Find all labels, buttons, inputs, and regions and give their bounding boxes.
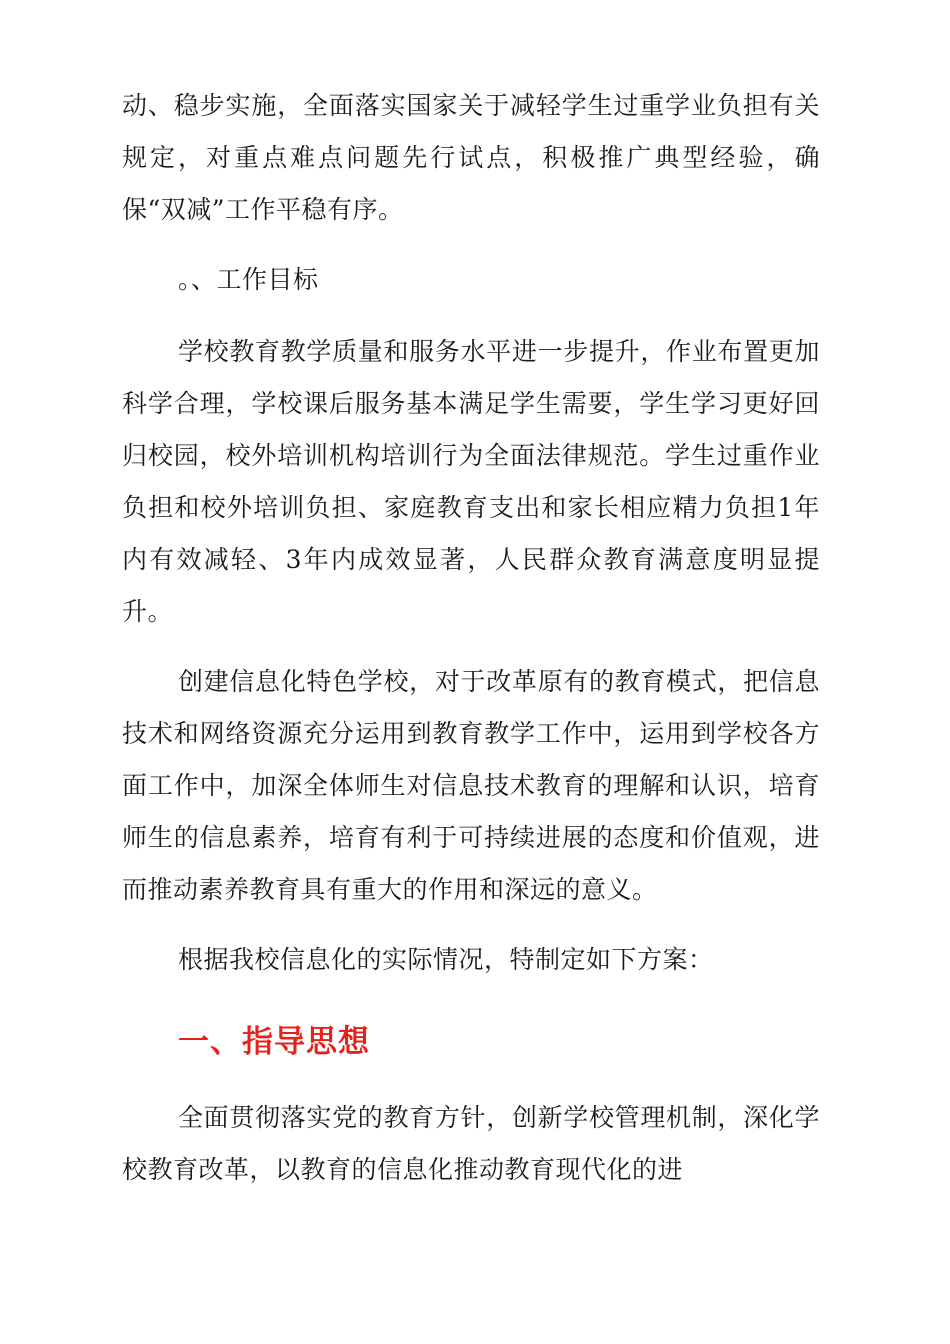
subheading-work-goals: 。、工作目标 (178, 265, 319, 294)
paragraph-informatization: 创建信息化特色学校，对于改革原有的教育模式，把信息技术和网络资源充分运用到教育教学工作中，运用到学校各方面工作中，加深全体师生对信息技术教育的理解和认识，培育师生的信息素养，培育有利于可持续进展的态度和价值观，进而推动素养教育具有重大的作用和深远的意义。 (122, 667, 820, 904)
section-heading-guiding-ideology: 一、指导思想 (178, 1024, 370, 1060)
paragraph-plan-intro: 根据我校信息化的实际情况，特制定如下方案： (178, 945, 714, 974)
paragraph-continuation: 动、稳步实施，全面落实国家关于减轻学生过重学业负担有关规定，对重点难点问题先行试点，积极推广典型经验，确保“双减”工作平稳有序。 (122, 91, 820, 224)
paragraph-work-goals: 学校教育教学质量和服务水平进一步提升，作业布置更加科学合理，学校课后服务基本满足学生需要，学生学习更好回归校园，校外培训机构培训行为全面法律规范。学生过重作业负担和校外培训负担、家庭教育支出和家长相应精力负担1年内有效减轻、3年内成效显著，人民群众教育满意度明显提升。 (122, 337, 820, 626)
paragraph-guiding-ideology: 全面贯彻落实党的教育方针，创新学校管理机制，深化学校教育改革，以教育的信息化推动教育现代化的进 (122, 1103, 820, 1184)
